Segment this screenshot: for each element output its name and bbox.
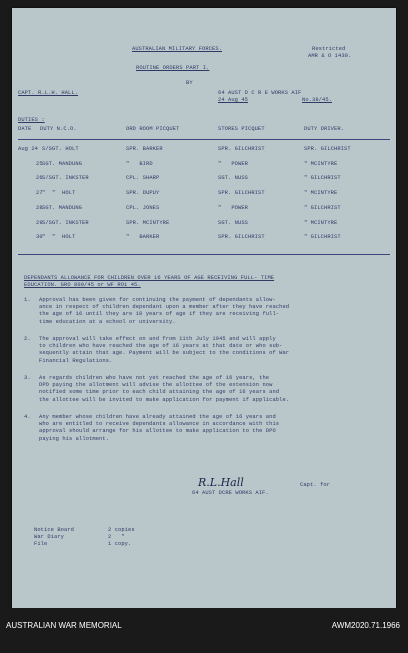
duty-cell-ord: SPR. MCINTYRE — [126, 219, 170, 226]
column-header: DUTY DRIVER. — [304, 126, 345, 132]
duty-cell-nco: S/SGT. HOLT — [42, 146, 79, 152]
paragraph-line: Financial Regulations. — [39, 357, 113, 364]
column-header: STORES PICQUET — [218, 126, 265, 132]
unit-name: 64 AUST D C R E WORKS AIF — [218, 90, 302, 96]
archive-footer — [0, 608, 408, 653]
by-label: BY — [186, 80, 193, 86]
duty-cell-stores: SGT. NUSS — [218, 175, 249, 182]
paragraph-line: ance in respect of children dependant upon a member after they have reached — [39, 304, 290, 311]
duty-cell-driver: SPR. GILCHRIST — [304, 146, 351, 152]
reference-number: AMR & O 1430. — [308, 53, 352, 59]
table-bottom-rule — [18, 254, 390, 255]
allowance-heading-1: DEPENDANTS ALLOWANCE FOR CHILDREN OVER 16 YEARS OF AGE RECEIVING FULL- TIME — [24, 275, 275, 281]
duty-cell-stores: SPR. GILCHRIST — [218, 146, 265, 152]
duty-cell-driver: " MCINTYRE — [304, 160, 338, 167]
signature-scrawl: R.L.Hall — [198, 476, 244, 489]
paragraph-line: the age of 16 until they are 18 years of age if they are receiving full- — [39, 311, 280, 318]
restricted-label: Restricted — [312, 46, 346, 52]
distribution-value: 2 copies — [108, 527, 135, 533]
duty-cell-stores: SPR. GILCHRIST — [218, 234, 265, 241]
signature-rank: Capt. for — [300, 482, 331, 488]
document-title: AUSTRALIAN MILITARY FORCES. — [132, 46, 223, 52]
footer-institution: AUSTRALIAN WAR MEMORIAL — [6, 621, 122, 630]
paragraph-line: the allottee will be invited to make application for payment if applicable. — [39, 396, 290, 403]
duty-cell-driver: " GILCHRIST — [304, 175, 341, 182]
footer-accession: AWM2020.71.1966 — [331, 621, 400, 630]
paragraph-line: The approval will take effect on and from 11th July 1945 and will apply — [39, 336, 276, 342]
duty-cell-date: 30 — [36, 234, 43, 241]
duty-cell-date: 25 — [36, 160, 43, 167]
paragraph-line: time education at a school or university. — [39, 318, 176, 325]
signature-unit: 64 AUST DCRE WORKS AIF. — [192, 490, 269, 496]
paragraph-line: to children who have reached the age of 16 years at that date or who sub- — [39, 343, 283, 350]
duty-cell-nco: SGT. MANDUNG — [42, 204, 83, 211]
officer-name: CAPT. R.L.H. HALL. — [18, 90, 79, 96]
duty-cell-stores: SPR. GILCHRIST — [218, 190, 265, 197]
duty-cell-stores: " POWER — [218, 204, 249, 211]
duty-cell-driver: " MCINTYRE — [304, 190, 338, 197]
duty-cell-ord: " BIRD — [126, 160, 153, 167]
paragraph-line: Approval has been given for continuing the payment of dependants allow- — [39, 297, 276, 303]
paragraph-line: DPO paying the allotment will advise the allottee of the extension now — [39, 382, 273, 389]
duty-cell-nco: " " HOLT — [42, 234, 76, 241]
duty-cell-nco: S/SGT. INKSTER — [42, 175, 89, 182]
paragraph-number: 3. — [24, 375, 31, 381]
duty-cell-driver: " GILCHRIST — [304, 234, 341, 241]
duties-heading: DUTIES : — [18, 117, 45, 123]
distribution-value: 2 " — [108, 534, 125, 541]
column-header: DATE — [18, 126, 32, 132]
duty-cell-date: 26 — [36, 175, 43, 182]
paragraph-number: 1. — [24, 297, 31, 303]
duty-cell-ord: SPR. DUPUY — [126, 190, 160, 197]
document-page — [12, 8, 396, 608]
column-header: DUTY N.C.O. — [40, 126, 77, 132]
paragraph-line: As regards children who have not yet reached the age of 16 years, the — [39, 375, 270, 381]
distribution-label: War Diary — [34, 534, 65, 541]
paragraph-number: 4. — [24, 414, 31, 420]
allowance-heading-2: EDUCATION. GRO 800/45 or WF RO1 45. — [24, 282, 141, 288]
paragraph-line: approval should arrange for his allottee to make application to the DPO — [39, 428, 276, 435]
order-number: No.38/45. — [302, 97, 333, 103]
duty-cell-nco: " " HOLT — [42, 190, 76, 197]
paragraph-number: 2. — [24, 336, 31, 342]
distribution-value: 1 copy. — [108, 541, 132, 548]
paragraph-line: who are entitled to receive dependants allowance in accordance with this — [39, 421, 280, 428]
paragraph-line: notified some time prior to each child attaining the age of 16 years and — [39, 389, 280, 396]
header-rule — [18, 139, 390, 140]
column-header: ORD ROOM PICQUET — [126, 126, 180, 132]
duty-cell-date: Aug 24 — [18, 146, 39, 152]
duty-cell-nco: SGT. MANDUNG — [42, 160, 83, 167]
duty-cell-ord: CPL. JONES — [126, 204, 160, 211]
duty-cell-stores: " POWER — [218, 160, 249, 167]
orders-subtitle: ROUTINE ORDERS PART I. — [136, 65, 210, 71]
duty-cell-driver: " MCINTYRE — [304, 219, 338, 226]
paragraph-line: Any member whose children have already attained the age of 16 years and — [39, 414, 276, 420]
duty-cell-date: 27 — [36, 190, 43, 197]
duty-cell-nco: S/SGT. INKSTER — [42, 219, 89, 226]
paragraph-line: sequently attain that age. Payment will be subject to the conditions of War — [39, 350, 290, 357]
duty-cell-driver: " GILCHRIST — [304, 204, 341, 211]
paragraph-line: paying his allotment. — [39, 435, 110, 442]
distribution-label: Notice Board — [34, 527, 75, 533]
duty-cell-stores: SGT. NUSS — [218, 219, 249, 226]
duty-cell-ord: " BARKER — [126, 234, 160, 241]
duty-cell-date: 28 — [36, 204, 43, 211]
duty-cell-ord: CPL. SHARP — [126, 175, 160, 182]
duty-cell-ord: SPR. BARKER — [126, 146, 163, 152]
order-date: 24 Aug 45 — [218, 97, 249, 103]
distribution-label: File — [34, 541, 48, 548]
duty-cell-date: 29 — [36, 219, 43, 226]
